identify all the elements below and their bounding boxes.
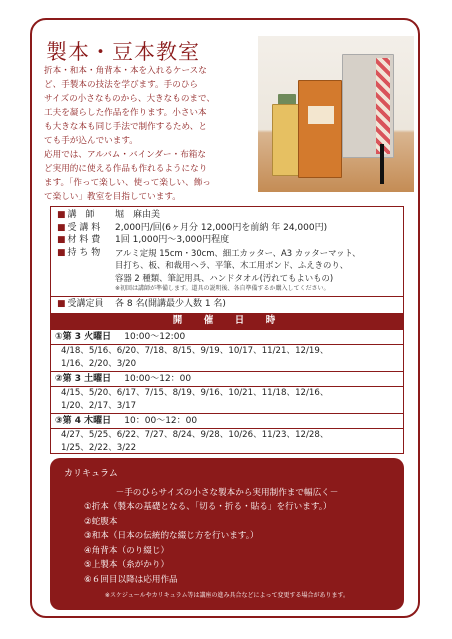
curriculum-item: ⑥６回目以降は応用作品 bbox=[84, 574, 178, 585]
instructor-row bbox=[51, 209, 403, 222]
intro-line: 応用では、アルバム・バインダー・布箱な bbox=[44, 150, 206, 160]
page-title: 製本・豆本教室 bbox=[46, 40, 200, 64]
books-photo bbox=[258, 36, 414, 192]
capacity-value: 各 8 名(開講最少人数 1 名) bbox=[115, 299, 226, 309]
schedule-group-3-title bbox=[51, 413, 403, 429]
group-time: 10:00～12:00 bbox=[124, 331, 186, 342]
curriculum-title: カリキュラム bbox=[64, 469, 118, 479]
book-label bbox=[308, 106, 334, 124]
group-time: 10：00～12：00 bbox=[124, 415, 198, 426]
capacity-row bbox=[51, 296, 403, 311]
curriculum-list bbox=[84, 500, 332, 587]
schedule-group-2-title bbox=[51, 371, 403, 387]
schedule-header: 開 催 日 時 bbox=[51, 313, 403, 329]
group-1-dates-1: 4/18、5/16、6/20、7/18、8/15、9/19、10/17、11/21、12/19、 bbox=[61, 345, 329, 356]
items-line-3: 容器 2 種類、筆記用具、ハンドタオル(汚れてもよいもの) bbox=[115, 272, 334, 283]
curriculum-item: ④角背本（のり綴じ） bbox=[84, 545, 170, 556]
material-label: ■ 材 料 費 bbox=[57, 234, 115, 247]
fee-value: 2,000円/回(6ヶ月分 12,000円を前納 年 24,000円) bbox=[115, 222, 328, 233]
fee-label: ■ 受 講 料 bbox=[57, 222, 115, 235]
capacity-label: ■ 受講定員 bbox=[57, 298, 115, 311]
intro-line: も大きな本も同じ手法で制作するため、と bbox=[44, 122, 207, 132]
schedule-group-1-title bbox=[51, 329, 403, 345]
book-orange bbox=[298, 80, 342, 178]
material-row bbox=[51, 234, 403, 247]
group-1-dates-2: 1/16、2/20、3/20 bbox=[61, 358, 137, 369]
curriculum-item: ①折本（製本の基礎となる、「切る・折る・貼る」を行います。） bbox=[84, 502, 332, 512]
curriculum-item: ②蛇腹本 bbox=[84, 516, 118, 527]
curriculum-note: ※スケジュールやカリキュラム等は講座の進み具合などによって変更する場合があります。 bbox=[104, 592, 350, 599]
curriculum-item: ③和本（日本の伝統的な綴じ方を行います。） bbox=[84, 531, 259, 541]
material-value: 1回 1,000円～3,000円程度 bbox=[115, 235, 230, 245]
intro-line: ど、手製本の技法を学びます。手のひら bbox=[44, 80, 199, 90]
intro-line: 折本・和本・角背本・本を入れるケースな bbox=[44, 66, 207, 76]
group-time: 10:00～12：00 bbox=[124, 373, 192, 384]
curriculum-box bbox=[50, 458, 404, 610]
curriculum-subtitle: －手のひらサイズの小さな製本から実用制作まで幅広く－ bbox=[115, 488, 339, 498]
book-yellow bbox=[272, 104, 300, 176]
intro-line: ど実用的に使える作品も作れるようになり bbox=[44, 164, 208, 174]
case-pattern bbox=[376, 58, 390, 154]
group-day: ①第 3 火曜日 bbox=[55, 331, 112, 342]
instructor-value: 堀 麻由美 bbox=[115, 210, 161, 220]
ribbon bbox=[380, 144, 384, 184]
group-day: ②第 3 土曜日 bbox=[55, 373, 112, 384]
intro-line: ても手が込んでいます。 bbox=[44, 136, 138, 146]
intro-line: 工夫を凝らした作品を作ります。小さい本 bbox=[44, 108, 207, 118]
items-value: アルミ定規 15cm・30cm、細工カッター、A3 カッターマット、 bbox=[115, 247, 361, 258]
items-line-2: 目打ち、板、和裁用ヘラ、平筆、木工用ボンド、ふえきのり、 bbox=[115, 260, 349, 270]
intro-line: サイズの小さなものから、大きなものまで、 bbox=[44, 94, 216, 104]
intro-text bbox=[44, 64, 272, 204]
items-row bbox=[51, 247, 403, 260]
group-3-dates-2: 1/25、2/22、3/22 bbox=[61, 442, 137, 453]
items-note: ※初回は講師が準備します。道具の説明後、各自準備するか購入してください。 bbox=[115, 285, 330, 292]
fee-row bbox=[51, 222, 403, 235]
group-2-dates-2: 1/20、2/17、3/17 bbox=[61, 400, 137, 411]
info-box bbox=[50, 206, 404, 454]
intro-line: ます。「作って楽しい、使って楽しい、飾っ bbox=[44, 178, 211, 188]
group-day: ③第 4 木曜日 bbox=[55, 415, 112, 426]
group-3-dates-1: 4/27、5/25、6/22、7/27、8/24、9/28、10/26、11/23、12/28、 bbox=[61, 429, 329, 440]
group-2-dates-1: 4/15、5/20、6/17、7/15、8/19、9/16、10/21、11/18、12/16、 bbox=[61, 387, 329, 398]
curriculum-item: ⑤上製本（糸がかり） bbox=[84, 560, 170, 570]
items-label: ■ 持 ち 物 bbox=[57, 247, 115, 260]
instructor-label: ■ 講 師 bbox=[57, 209, 115, 222]
intro-line: て楽しい」教室を目指しています。 bbox=[44, 192, 181, 202]
page-frame bbox=[30, 18, 420, 618]
